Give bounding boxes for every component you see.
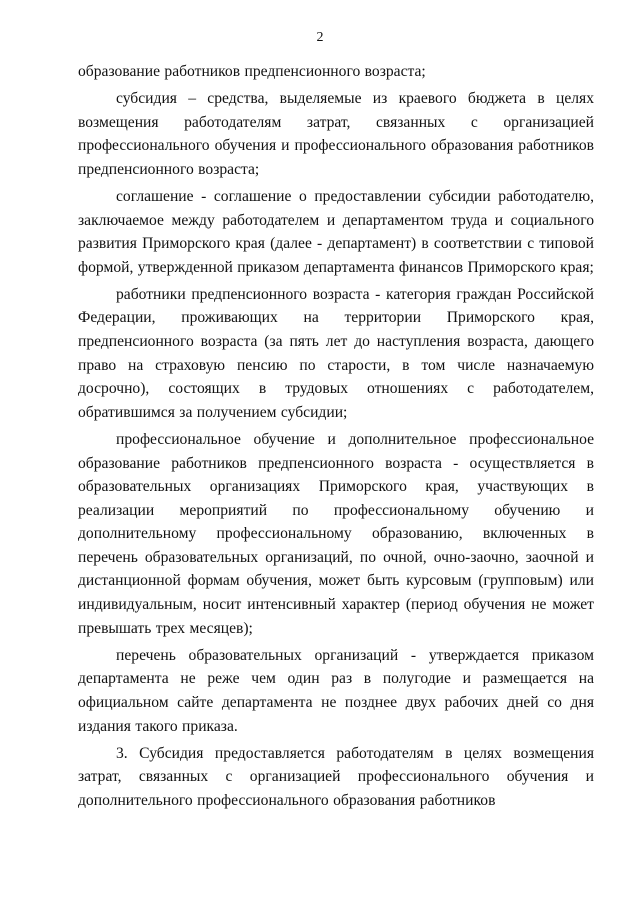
paragraph-definition-list: перечень образовательных организаций - утверждается приказом департамента не реже чем один раз в полугодие и размещается на официальном сайте департамента не позднее двух рабочих дней со дня издания такого приказа. xyxy=(78,646,594,735)
paragraph-definition-pre-retirement-workers: работники предпенсионного возраста - категория граждан Российской Федерации, проживающих на территории Приморского края, предпенсионного возраста (за пять лет до наступления возраста, дающего право на страховую пенсию по старости, в том числе назначаемую досрочно), состоящих в трудовых отношениях с работодателем, обратившимся за получением субсидии; xyxy=(78,285,594,421)
page-number: 2 xyxy=(316,30,324,45)
paragraph-definition-agreement: соглашение - соглашение о предоставлении субсидии работодателю, заключаемое между работодателем и департаментом труда и социального развития Приморского края (далее - департамент) в соответствии с типовой формой, утвержденной приказом департамента финансов Приморского края; xyxy=(78,187,594,276)
paragraph-definition-subsidy: субсидия – средства, выделяемые из краевого бюджета в целях возмещения работодателям затрат, связанных с организацией профессионального обучения и профессионального образования работников предпенсионного возраста; xyxy=(78,90,594,178)
paragraph-definition-training: профессиональное обучение и дополнительное профессиональное образование работников предпенсионного возраста - осуществляется в образовательных организациях Приморского края, участвующих в реализации мероприятий по профессиональному обучению и дополнительному профессиональному образованию, включенных в перечень образовательных организаций, по очной, очно-заочно, заочной и дистанционной формам обучения, может быть курсовым (групповым) или индивидуальным, носит интенсивный характер (период обучения не может превышать трех месяцев); xyxy=(78,430,594,637)
paragraph-continuation: образование работников предпенсионного возраста; xyxy=(78,63,426,80)
paragraph-item-3: 3. Субсидия предоставляется работодателям в целях возмещения затрат, связанных с организацией профессионального обучения и дополнительного профессионального образования работников xyxy=(78,744,594,809)
document-body xyxy=(78,60,594,812)
